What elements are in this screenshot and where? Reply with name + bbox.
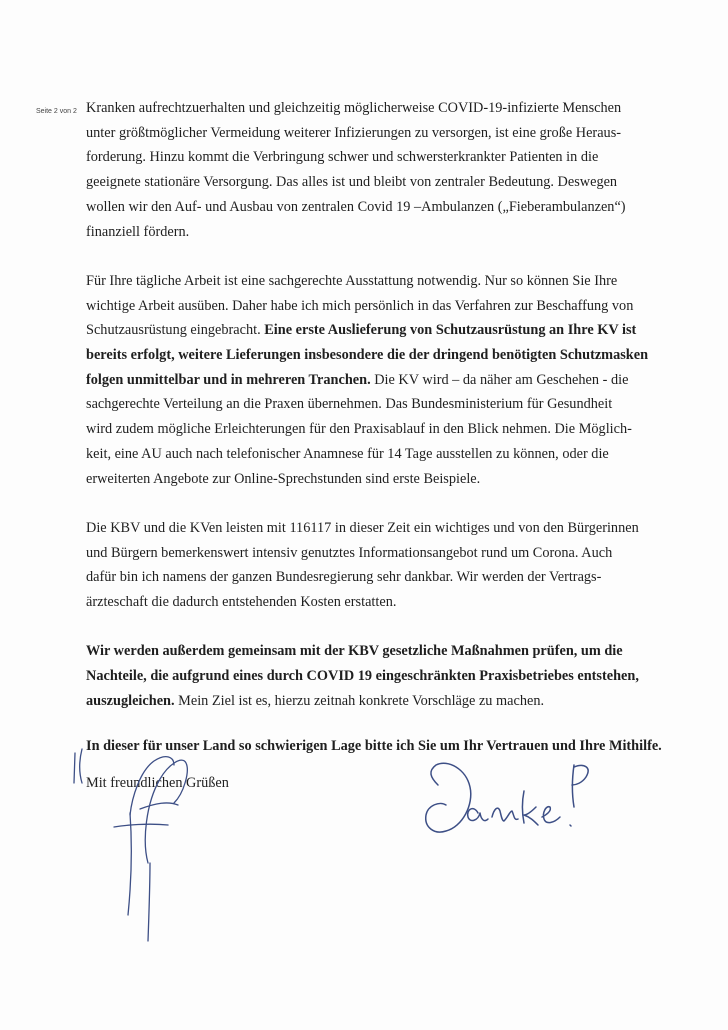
text-run: forderung. Hinzu kommt die Verbringung schwer und schwersterkrankter Patienten in die — [86, 149, 599, 166]
bold-text-line — [86, 343, 666, 368]
text-line — [86, 565, 666, 590]
text-line — [86, 220, 666, 245]
bold-text-run: In dieser für unser Land so schwierigen Lage bitte ich Sie um Ihr Vertrauen und Ihre Mithilfe. — [86, 737, 662, 754]
bold-text-run: Nachteile, die aufgrund eines durch COVID 19 eingeschränkten Praxisbetriebes entstehen, — [86, 668, 639, 685]
bold-text-line — [86, 639, 666, 664]
closing-salutation: Mit freundlichen Grüßen — [86, 775, 229, 791]
handwritten-signature — [70, 745, 210, 945]
text-run: Mein Ziel ist es, hierzu zeitnah konkrete Vorschläge zu machen. — [174, 692, 545, 709]
text-run: ärzteschaft die dadurch entstehenden Kosten erstatten. — [86, 594, 397, 611]
text-run: und Bürgern bemerkenswert intensiv genutztes Informationsangebot rund um Corona. Auch — [86, 544, 613, 561]
text-line — [86, 170, 666, 195]
text-line — [86, 689, 666, 714]
text-line — [86, 467, 666, 492]
paragraph-3 — [86, 516, 666, 615]
paragraph-spacer — [86, 714, 666, 734]
text-line — [86, 121, 666, 146]
text-run: wichtige Arbeit ausüben. Daher habe ich mich persönlich in das Verfahren zur Beschaffung von — [86, 297, 634, 314]
paragraph-1 — [86, 96, 666, 244]
text-run: Die KV wird – da näher am Geschehen - die — [370, 371, 629, 388]
text-line — [86, 541, 666, 566]
text-line — [86, 145, 666, 170]
text-run: Kranken aufrechtzuerhalten und gleichzeitig möglicherweise COVID-19-infizierte Menschen — [86, 100, 622, 116]
page-number: Seite 2 von 2 — [36, 108, 77, 115]
text-run: Die KBV und die KVen leisten mit 116117 in dieser Zeit ein wichtiges und von den Bürgerinnen — [86, 519, 639, 536]
text-line — [86, 318, 666, 343]
text-line — [86, 392, 666, 417]
bold-text-run: Eine erste Auslieferung von Schutzausrüstung an Ihre KV ist — [264, 322, 637, 339]
bold-text-run: folgen unmittelbar und in mehreren Tranchen. — [86, 371, 371, 388]
text-line — [86, 195, 666, 220]
paragraph-spacer — [86, 491, 666, 516]
text-run: Für Ihre tägliche Arbeit ist eine sachgerechte Ausstattung notwendig. Nur so können Sie Ihre — [86, 272, 618, 289]
text-run: wollen wir den Auf- und Ausbau von zentralen Covid 19 –Ambulanzen („Fieberambulanzen“) — [86, 198, 626, 215]
text-line — [86, 294, 666, 319]
text-run: Schutzausrüstung eingebracht. — [86, 322, 265, 339]
paragraph-spacer — [86, 615, 666, 640]
paragraph-2 — [86, 269, 666, 491]
text-line — [86, 516, 666, 541]
text-line — [86, 417, 666, 442]
text-line — [86, 269, 666, 294]
text-line — [86, 368, 666, 393]
text-line — [86, 590, 666, 615]
text-run: keit, eine AU auch nach telefonischer Anamnese für 14 Tage ausstellen zu können, oder die — [86, 445, 609, 462]
paragraph-spacer — [86, 244, 666, 269]
letter-body — [86, 96, 666, 758]
paragraph-4 — [86, 639, 666, 713]
text-run: finanziell fördern. — [86, 223, 190, 240]
text-run: sachgerechte Verteilung an die Praxen übernehmen. Das Bundesministerium für Gesundheit — [86, 396, 613, 413]
bold-text-run: auszugleichen. — [86, 692, 175, 709]
text-line — [86, 96, 666, 121]
bold-text-run: Wir werden außerdem gemeinsam mit der KBV gesetzliche Maßnahmen prüfen, um die — [86, 643, 623, 660]
text-run: erweiterten Angebote zur Online-Sprechstunden sind erste Beispiele. — [86, 470, 481, 487]
text-run: wird zudem mögliche Erleichterungen für den Praxisablauf in den Blick nehmen. Die Möglich- — [86, 421, 632, 438]
text-run: dafür bin ich namens der ganzen Bundesregierung sehr dankbar. Wir werden der Vertrags- — [86, 569, 602, 586]
handwritten-note — [410, 755, 600, 845]
bold-text-run: bereits erfolgt, weitere Lieferungen insbesondere die der dringend benötigten Schutzmasken — [86, 347, 649, 364]
bold-text-line — [86, 664, 666, 689]
text-run: unter größtmöglicher Vermeidung weiterer Infizierungen zu versorgen, ist eine große Heraus- — [86, 124, 622, 141]
text-run: geeignete stationäre Versorgung. Das alles ist und bleibt von zentraler Bedeutung. Deswegen — [86, 174, 618, 191]
text-line — [86, 442, 666, 467]
